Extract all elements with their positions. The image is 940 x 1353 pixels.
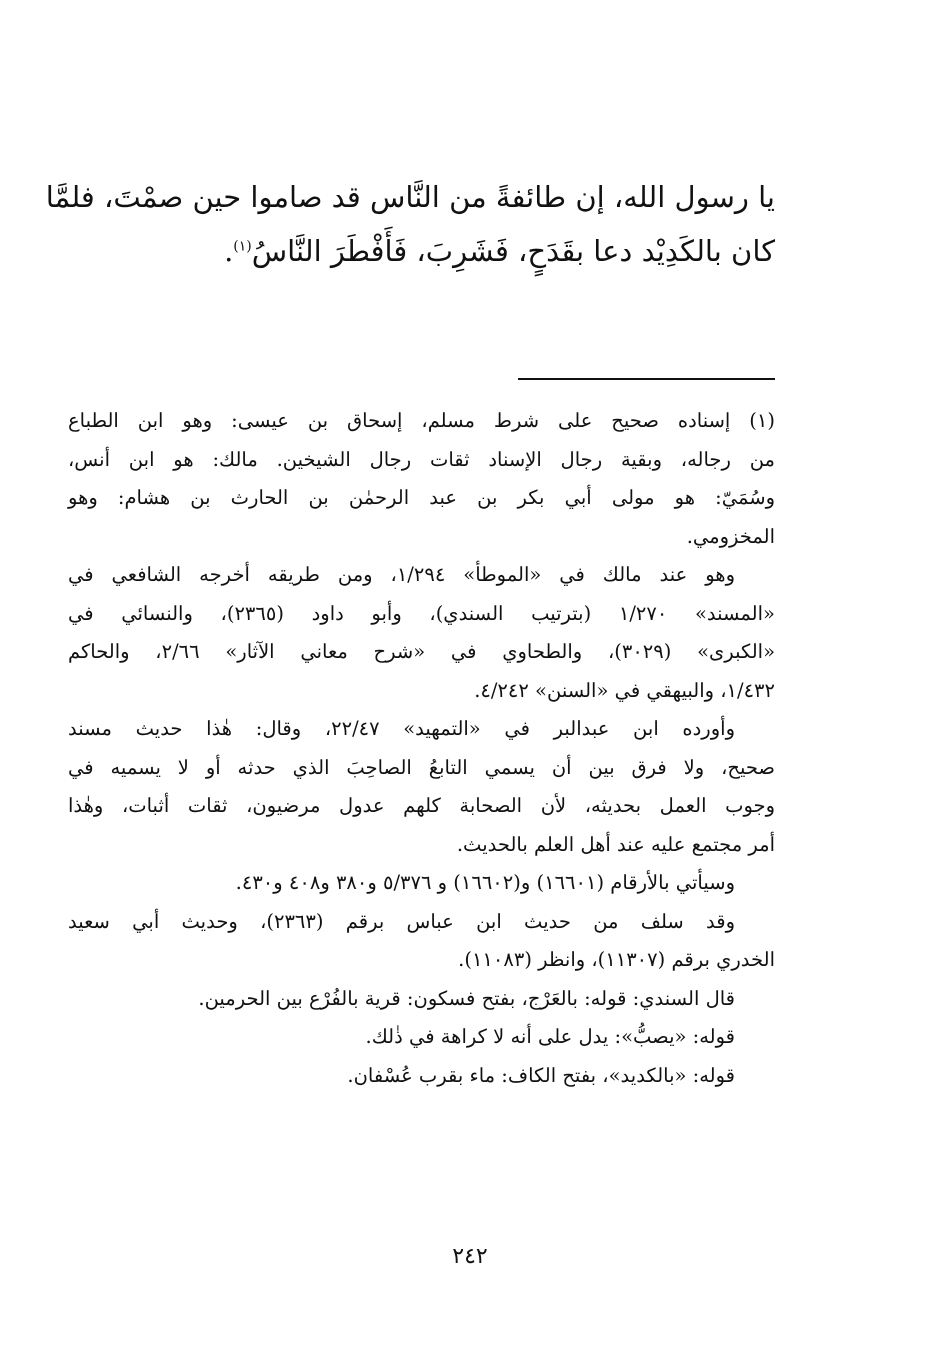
- footnote-line: «المسند» ١/٢٧٠ (بترتيب السندي)، وأبو داود (٢٣٦٥)، والنسائي في: [68, 601, 775, 625]
- footnote-line: أمر مجتمع عليه عند أهل العلم بالحديث.: [456, 832, 775, 856]
- footnote-line: «الكبرى» (٣٠٢٩)، والطحاوي في «شرح معاني الآثار» ٢/٦٦، والحاكم: [68, 640, 776, 663]
- footnote-line: وقد سلف من حديث ابن عباس برقم (٢٣٦٣)، وحديث أبي سعيد: [68, 909, 735, 933]
- footnotes-section: [68, 402, 775, 1095]
- footnote-paragraph-isnad: [68, 402, 775, 556]
- footnote-line: وأورده ابن عبدالبر في «التمهيد» ٢٢/٤٧، وقال: هٰذا حديث مسند: [68, 717, 735, 740]
- footnote-paragraph-tamhid: [68, 710, 775, 864]
- main-line-2-end: .: [224, 234, 234, 268]
- footnote-paragraph-previous: [68, 903, 775, 980]
- footnote-line: ١/٤٣٢، والبيهقي في «السنن» ٤/٢٤٢.: [474, 678, 775, 702]
- footnote-line: من رجاله، وبقية رجال الإسناد ثقات رجال الشيخين. مالك: هو ابن أنس،: [68, 447, 775, 471]
- footnote-line: وهو عند مالك في «الموطأ» ١/٢٩٤، ومن طريقه أخرجه الشافعي في: [68, 563, 735, 586]
- footnote-line: صحيح، ولا فرق بين أن يسمي التابعُ الصاحِبَ الذي حدثه أو لا يسميه في: [68, 755, 775, 779]
- footnote-marker: (١): [233, 238, 252, 255]
- footnote-line: الخدري برقم (١١٣٠٧)، وانظر (١١٠٨٣).: [458, 948, 775, 971]
- main-line-1: يا رسول الله، إن طائفةً من النَّاس قد صاموا حين صمْتَ، فلمَّا: [45, 180, 775, 214]
- footnote-paragraph-forthcoming: [68, 864, 775, 903]
- footnote-line: وجوب العمل بحديثه، لأن الصحابة كلهم عدول مرضيون، ثقات أثبات، وهٰذا: [68, 794, 775, 817]
- footnote-paragraph-sources: [68, 556, 775, 710]
- footnote-line: المخزومي.: [686, 524, 775, 548]
- footnote-line: وسيأتي بالأرقام (١٦٦٠١) و(١٦٦٠٢) و ٥/٣٧٦ و٣٨٠ و٤٠٨ و٤٣٠.: [235, 871, 735, 894]
- footnote-paragraph-sindi: [68, 980, 775, 1096]
- main-line-2: [130, 224, 775, 278]
- footnote-line: قوله: «يصبُّ»: يدل على أنه لا كراهة في ذٰلك.: [365, 1025, 735, 1048]
- footnote-line: (١) إسناده صحيح على شرط مسلم، إسحاق بن عيسى: وهو ابن الطباع: [68, 409, 775, 432]
- main-line-2-text: كان بالكَدِيْد دعا بقَدَحٍ، فَشَرِبَ، فَأَفْطَرَ النَّاسُ: [251, 234, 775, 268]
- main-body-text: [45, 170, 775, 278]
- footnote-line: قال السندي: قوله: بالعَرْج، بفتح فسكون: قرية بالفُرْع بين الحرمين.: [198, 986, 735, 1010]
- footnote-line: وسُمَيّ: هو مولى أبي بكر بن عبد الرحمٰن بن الحارث بن هشام: وهو: [68, 486, 775, 509]
- footnote-separator-rule: [518, 378, 775, 380]
- footnote-line: قوله: «بالكديد»، بفتح الكاف: ماء بقرب عُسْفان.: [347, 1063, 735, 1087]
- page-number: ٢٤٢: [452, 1244, 488, 1269]
